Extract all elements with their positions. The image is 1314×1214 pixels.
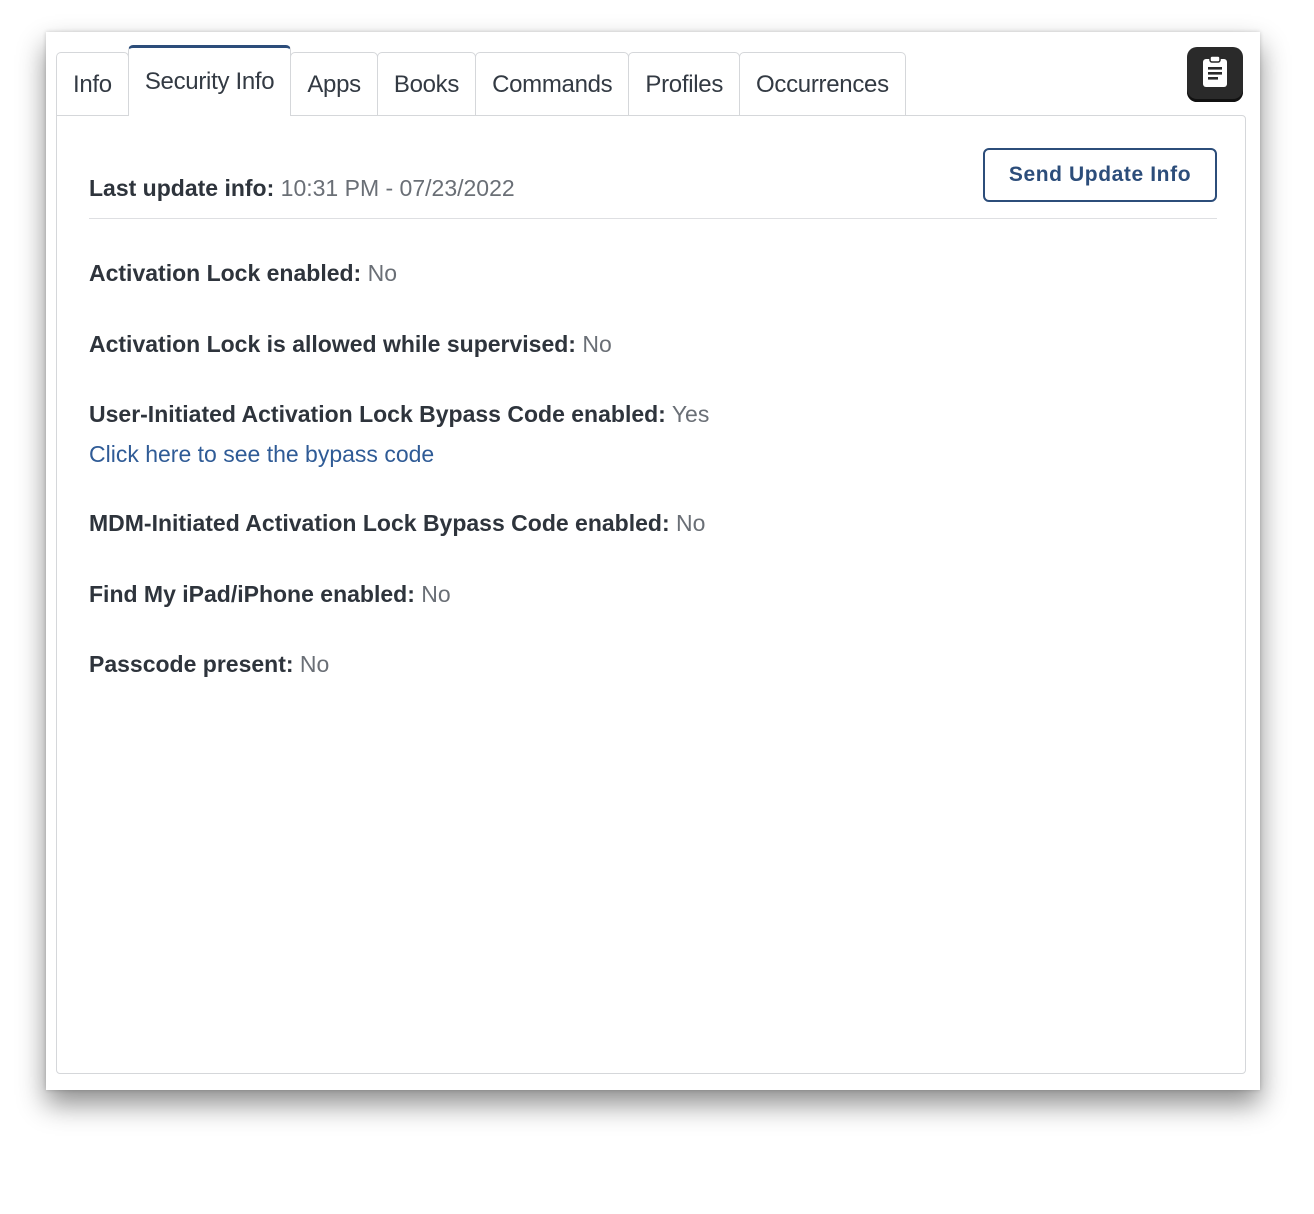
tab-profiles[interactable]: Profiles: [628, 52, 740, 116]
field-label: Passcode present:: [89, 651, 294, 677]
tab-commands[interactable]: Commands: [475, 52, 629, 116]
tab-info[interactable]: Info: [56, 52, 129, 116]
security-info-panel: [56, 115, 1246, 1074]
field-label: MDM-Initiated Activation Lock Bypass Code enabled:: [89, 510, 670, 536]
activation-lock-allowed-supervised-field: [89, 331, 612, 358]
field-value: Yes: [671, 401, 710, 427]
field-label: Activation Lock enabled:: [89, 260, 362, 286]
field-value: No: [367, 260, 398, 286]
field-label: User-Initiated Activation Lock Bypass Code enabled:: [89, 401, 666, 427]
field-label: Find My iPad/iPhone enabled:: [89, 581, 415, 607]
find-my-enabled-field: [89, 581, 451, 608]
clipboard-icon: [1200, 55, 1230, 94]
last-update-label: Last update info:: [89, 175, 275, 201]
field-label: Activation Lock is allowed while supervised:: [89, 331, 576, 357]
tab-apps[interactable]: Apps: [290, 52, 378, 116]
tab-occurrences[interactable]: Occurrences: [739, 52, 906, 116]
passcode-present-field: [89, 651, 329, 678]
user-bypass-code-enabled-field: [89, 401, 709, 428]
last-update-row: [89, 148, 1217, 219]
field-value: No: [299, 651, 330, 677]
see-bypass-code-link[interactable]: Click here to see the bypass code: [89, 441, 435, 467]
activation-lock-enabled-field: [89, 260, 397, 287]
tab-books[interactable]: Books: [377, 52, 476, 116]
field-value: No: [582, 331, 612, 357]
last-update-value: 10:31 PM - 07/23/2022: [280, 175, 515, 201]
mdm-bypass-code-enabled-field: [89, 510, 705, 537]
tab-security-info[interactable]: Security Info: [128, 45, 292, 116]
clipboard-button[interactable]: [1187, 47, 1243, 102]
last-update-info: [89, 175, 515, 202]
field-value: No: [676, 510, 706, 536]
device-details-window: [46, 32, 1260, 1090]
tab-bar: [56, 47, 905, 116]
send-update-info-button[interactable]: Send Update Info: [983, 148, 1217, 202]
field-value: No: [421, 581, 451, 607]
